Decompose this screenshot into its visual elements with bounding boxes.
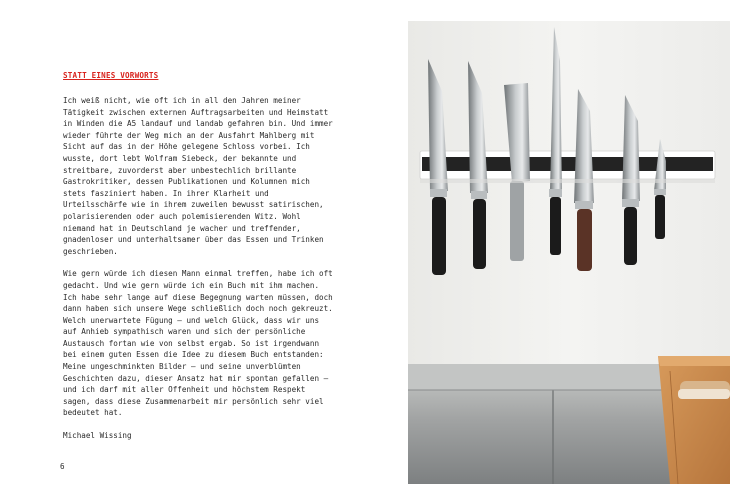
page-number: 6	[60, 462, 65, 471]
paragraph-2: Wie gern würde ich diesen Mann einmal treffen, habe ich oft gedacht. Und wie gern würde ich ein Buch mit ihm machen. Ich habe sehr lange auf diese Begegnung warten müssen, doch dann haben sich unsere Wege schließlich doch noch gekreuzt. Welch unerwartete Fügung – und welch Glück, dass wir uns auf Anhieb sympathisch waren und sich der persönliche Austausch fortan wie von selbst ergab. So ist irgendwann bei einem guten Essen die Idee zu diesem Buch entstanden: Meine ungeschminkten Bilder – und seine unverblümten Geschichten dazu, dieser Ansatz hat mir spontan gefallen – und ich darf mit aller Offenheit und höchstem Respekt sagen, dass diese Zusammenarbeit mir persönlich sehr viel bedeutet hat.	[63, 269, 333, 418]
text-column	[63, 71, 333, 442]
knife-rack-illustration	[408, 21, 730, 484]
section-title: STATT EINES VORWORTS	[63, 71, 159, 80]
knife-rack-photo	[408, 21, 730, 484]
paragraph-1: Ich weiß nicht, wie oft ich in all den Jahren meiner Tätigkeit zwischen externen Auftragsarbeiten und Heimstatt in Winden die A5 landauf und landab gefahren bin. Und immer wieder führte der Weg mich an der Ausfahrt Mahlberg mit Sicht auf das in der Höhe gelegene Schloss vorbei. Ich wusste, dort lebt Wolfram Siebeck, der bekannte und streitbare, zuvorderst aber unbestechlich brillante Gastrokritiker, dessen Publikationen und Kolumnen mich stets fasziniert haben. In ihrer Klarheit und Urteilsschärfe wie in ihrem zuweilen bewusst satirischen, polarisierenden oder auch polemisierenden Witz. Wohl niemand hat in Deutschland je wacher und treffender, gnadenloser und unterhaltsamer über das Essen und Trinken geschrieben.	[63, 96, 333, 256]
signature: Michael Wissing	[63, 431, 132, 441]
